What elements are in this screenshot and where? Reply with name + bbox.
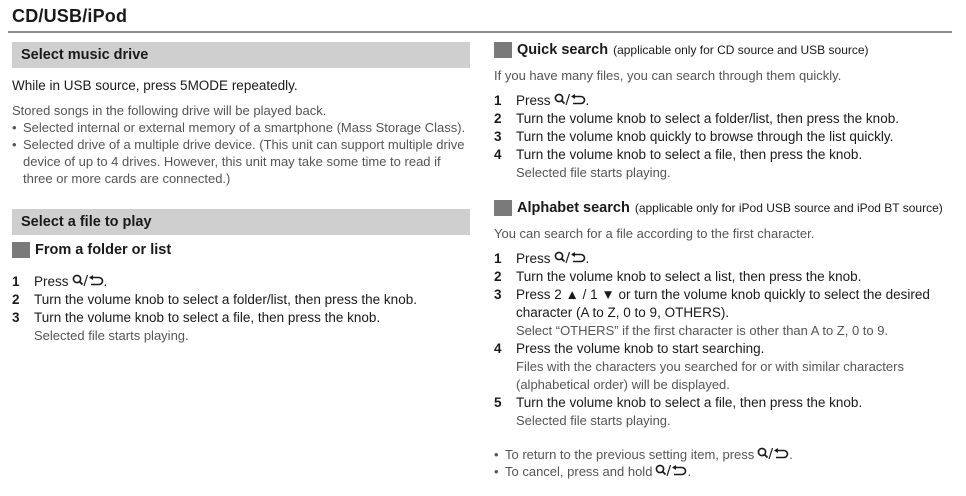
alphabet-search-tips [494, 446, 954, 480]
left-column [12, 42, 470, 345]
step-item [12, 291, 470, 309]
step-number: 1 [494, 251, 502, 266]
step-number: 5 [494, 395, 502, 410]
step-text: Press the volume knob to start searching. [516, 341, 765, 356]
step-text: Press . [516, 251, 590, 266]
alphabet-search-title: Alphabet search [517, 200, 630, 216]
search-back-icon [554, 93, 586, 106]
tip-bullet: • To cancel, press and hold . [494, 463, 954, 480]
tip-bullet: • To return to the previous setting item, press . [494, 446, 954, 463]
quick-search-heading [494, 42, 954, 58]
step-number: 4 [494, 341, 502, 356]
step-number: 2 [494, 111, 502, 126]
select-drive-lead: While in USB source, press 5MODE repeatedly. [12, 78, 298, 93]
step-number: 4 [494, 147, 502, 162]
step-subtext: Selected file starts playing. [516, 413, 671, 428]
section-square-icon [12, 242, 30, 258]
select-drive-body: Stored songs in the following drive will be played back. [12, 103, 327, 118]
step-subtext: Select “OTHERS” if the first character is other than A to Z, 0 to 9. [516, 323, 889, 338]
step-number: 3 [494, 287, 502, 302]
step-text: Turn the volume knob quickly to browse through the list quickly. [516, 129, 894, 144]
folder-list-title: From a folder or list [35, 242, 172, 258]
alphabet-search-note: (applicable only for iPod USB source and iPod BT source) [634, 201, 943, 215]
step-text: Turn the volume knob to select a file, then press the knob. [516, 147, 863, 162]
search-back-icon [554, 251, 586, 264]
step-item [494, 286, 954, 322]
step-text: Turn the volume knob to select a folder/list, then press the knob. [34, 292, 417, 307]
step-item [494, 340, 954, 358]
header-divider [8, 31, 952, 33]
section-select-music-drive-heading: Select music drive [12, 42, 470, 68]
folder-steps [12, 273, 470, 345]
quick-search-title: Quick search [517, 42, 609, 58]
step-number: 2 [12, 292, 20, 307]
step-item [494, 250, 954, 268]
search-back-icon [655, 464, 687, 477]
page-header [0, 0, 966, 36]
quick-search-note: (applicable only for CD source and USB source) [613, 43, 869, 57]
quick-search-steps [494, 92, 954, 182]
step-item [494, 146, 954, 164]
step-text: Turn the volume knob to select a file, then press the knob. [34, 310, 381, 325]
step-item [494, 268, 954, 286]
step-text: Press . [516, 93, 590, 108]
step-number: 3 [12, 310, 20, 325]
quick-search-intro: If you have many files, you can search through them quickly. [494, 68, 842, 83]
step-number: 1 [494, 93, 502, 108]
alphabet-search-intro: You can search for a file according to the first character. [494, 226, 815, 241]
page-title: CD/USB/iPod [12, 6, 128, 26]
step-text: Turn the volume knob to select a file, then press the knob. [516, 395, 863, 410]
right-column [494, 42, 954, 480]
step-subtext: Files with the characters you searched for or with similar characters (alphabetical order) will be displayed. [516, 359, 904, 392]
section-square-icon [494, 42, 512, 58]
step-subtext: Selected file starts playing. [516, 165, 671, 180]
step-text: Press . [34, 274, 108, 289]
step-item [494, 128, 954, 146]
step-item [494, 394, 954, 412]
section-square-icon [494, 200, 512, 216]
folder-list-heading [12, 242, 470, 258]
search-back-icon [72, 274, 104, 287]
step-number: 3 [494, 129, 502, 144]
step-subtext: Selected file starts playing. [34, 328, 189, 343]
step-item [12, 309, 470, 327]
alphabet-search-heading [494, 200, 954, 216]
step-number: 2 [494, 269, 502, 284]
step-text: Press 2 ▲ / 1 ▼ or turn the volume knob quickly to select the desired character (A to Z, 0 to 9, OTHERS). [516, 287, 930, 320]
drive-bullet: • Selected drive of a multiple drive device. (This unit can support multiple drive device of up to 4 drives. However, this unit may take some time to read if three or more cards are connected.) [12, 136, 470, 187]
step-number: 1 [12, 274, 20, 289]
step-text: Turn the volume knob to select a folder/list, then press the knob. [516, 111, 899, 126]
step-item [494, 92, 954, 110]
step-item [494, 110, 954, 128]
drive-bullet: • Selected internal or external memory of a smartphone (Mass Storage Class). [12, 119, 470, 136]
section-select-file-heading: Select a file to play [12, 209, 470, 235]
step-text: Turn the volume knob to select a list, then press the knob. [516, 269, 862, 284]
step-item [12, 273, 470, 291]
alphabet-search-steps [494, 250, 954, 430]
search-back-icon [757, 447, 789, 460]
